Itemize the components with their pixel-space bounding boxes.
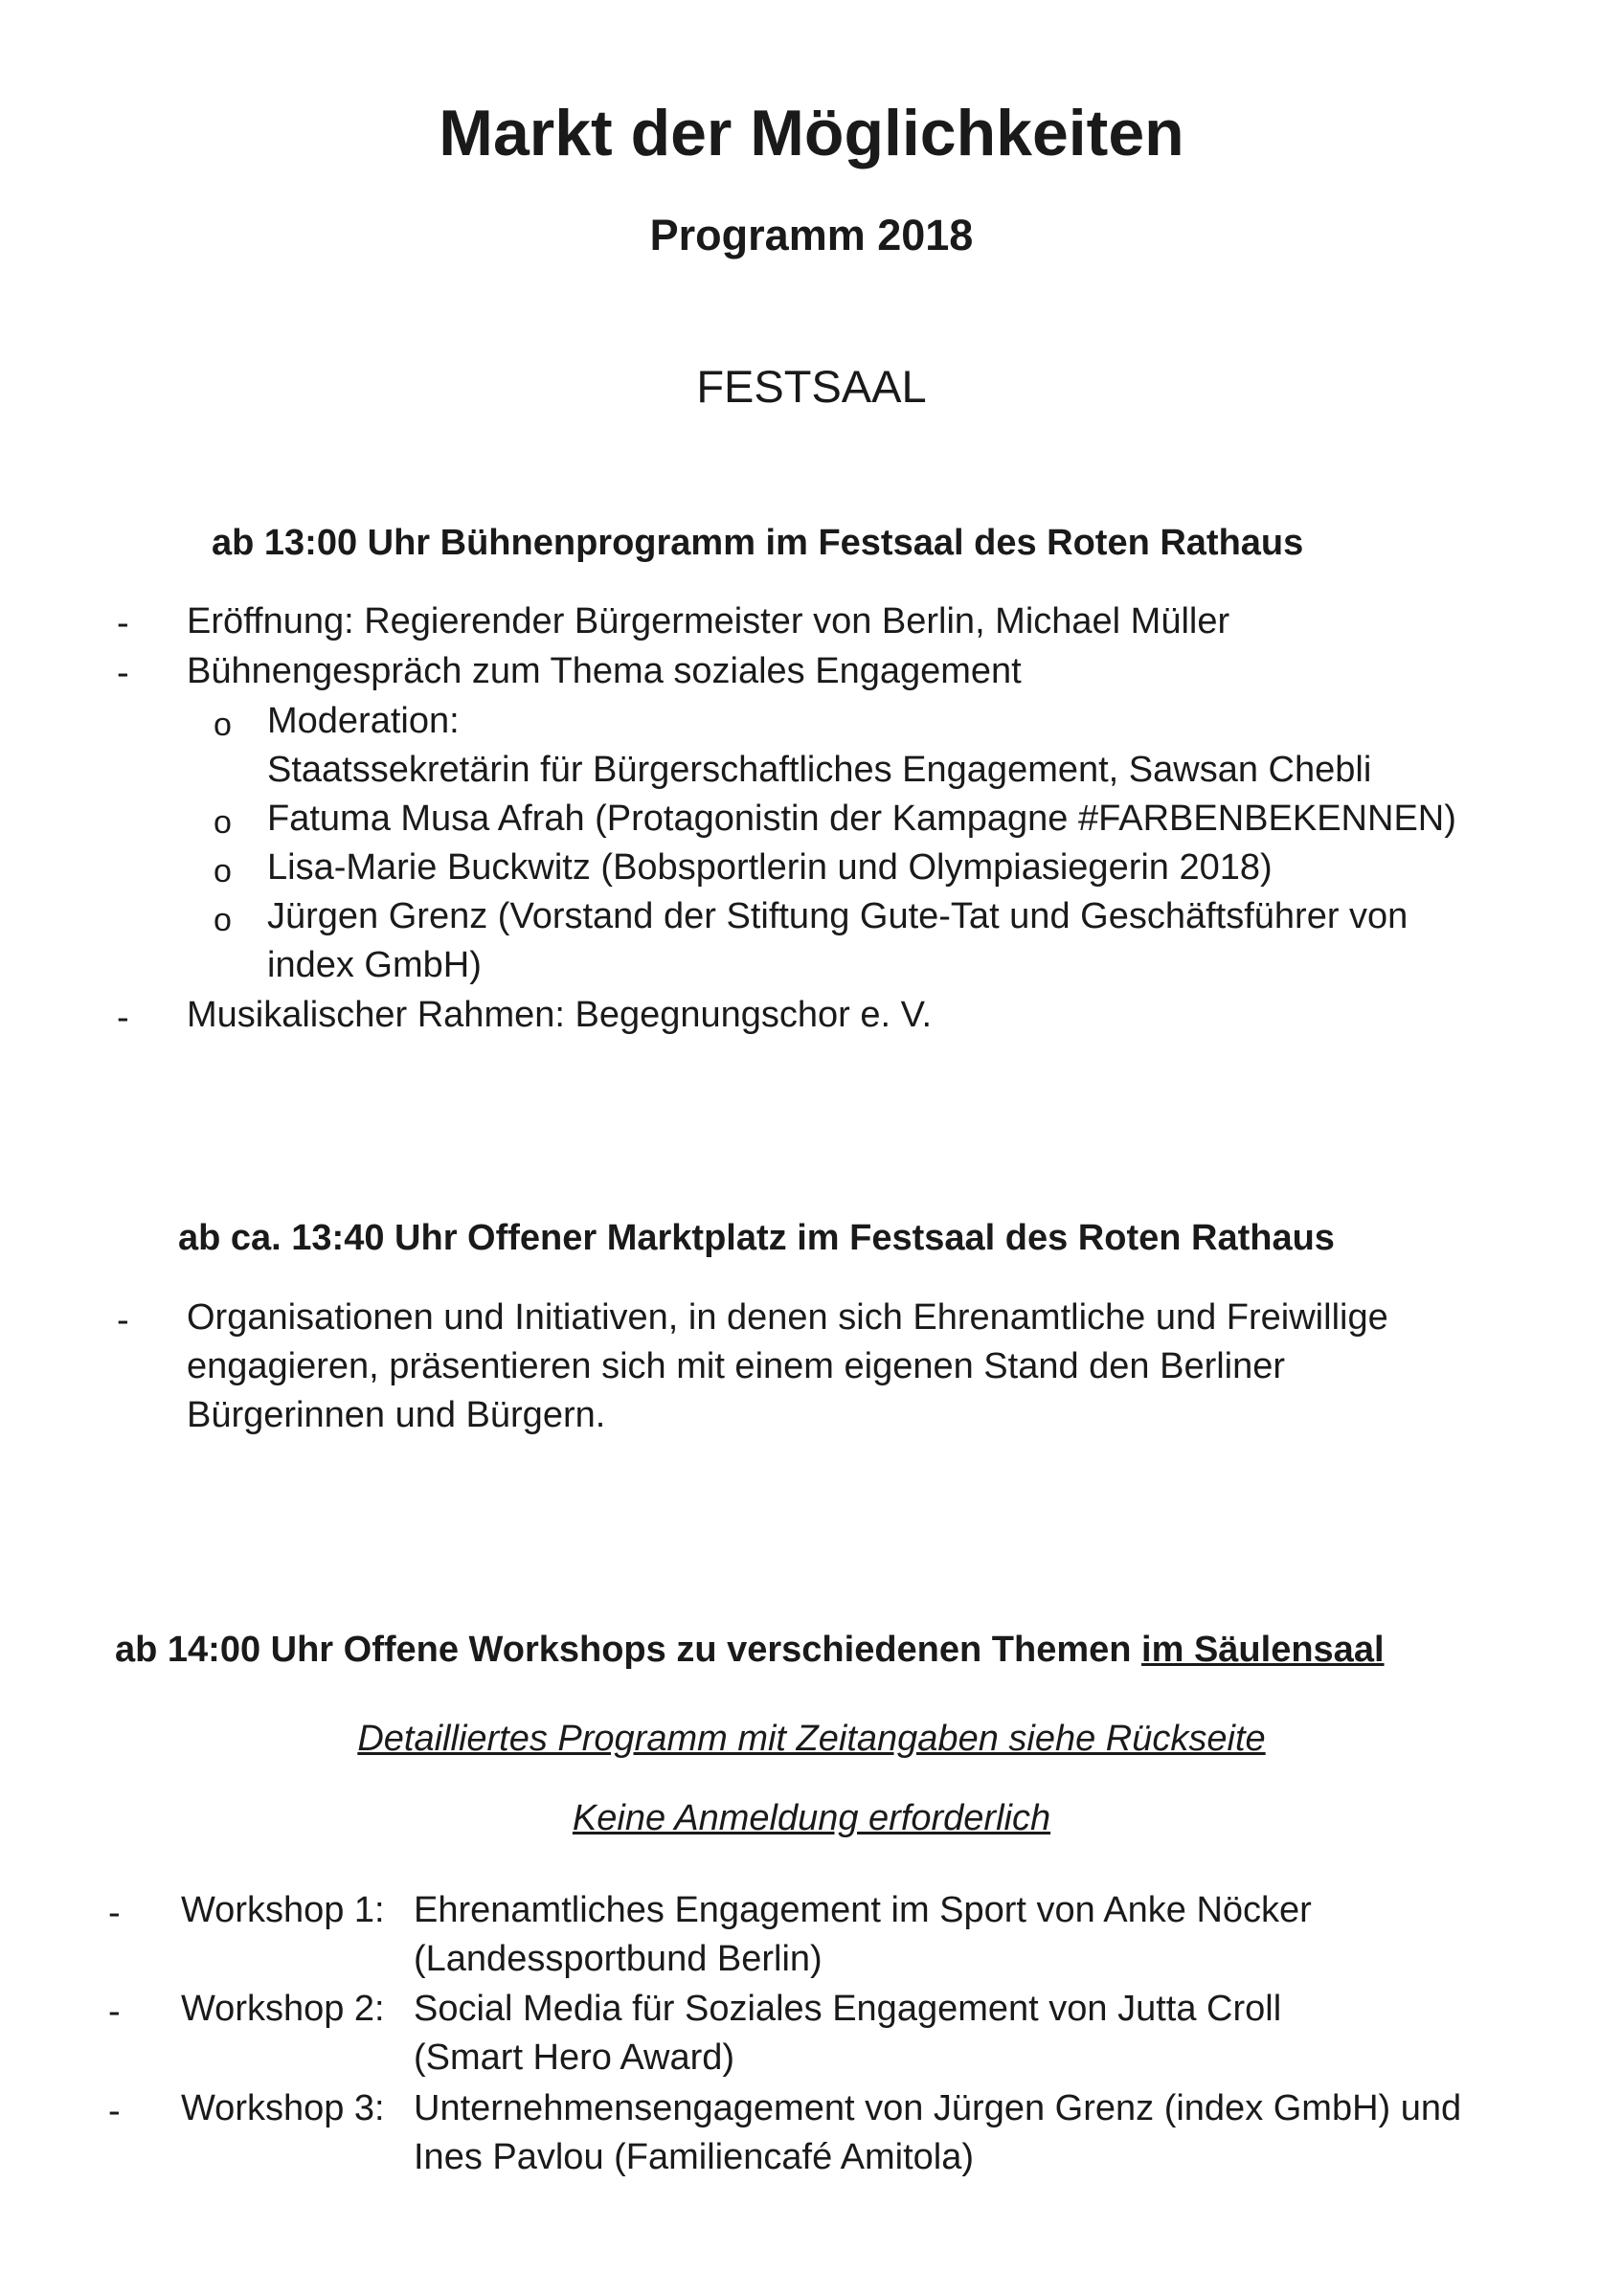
sub-item-grenz-cont: index GmbH): [267, 945, 482, 985]
workshop-1-title: Ehrenamtliches Engagement im Sport von Anke Nöcker: [414, 1890, 1312, 1930]
bullet-circle: o: [214, 804, 232, 841]
workshops-heading-place: im Säulensaal: [1141, 1630, 1385, 1670]
workshop-3-title: Unternehmensengagement von Jürgen Grenz (index GmbH) und: [414, 2088, 1462, 2128]
sub-item-moderation: Moderation:: [267, 701, 460, 741]
sub-item-grenz: Jürgen Grenz (Vorstand der Stiftung Gute-Tat und Geschäftsführer von: [267, 896, 1409, 936]
bullet-dash: -: [117, 998, 129, 1038]
list-item-buehnengespraech: Bühnengespräch zum Thema soziales Engagement: [187, 651, 1022, 691]
page-title: Markt der Möglichkeiten: [439, 97, 1184, 169]
sub-item-moderation-detail: Staatssekretärin für Bürgerschaftliches Engagement, Sawsan Chebli: [267, 750, 1372, 790]
list-item-musik: Musikalischer Rahmen: Begegnungschor e. V.: [187, 995, 933, 1035]
marktplatz-text-line-3: Bürgerinnen und Bürgern.: [187, 1395, 606, 1435]
workshop-3-org: Ines Pavlou (Familiencafé Amitola): [414, 2137, 975, 2177]
section-heading-workshops: [115, 1630, 1385, 1671]
list-item-eroeffnung: Eröffnung: Regierender Bürgermeister von Berlin, Michael Müller: [187, 601, 1230, 642]
sub-item-afrah: Fatuma Musa Afrah (Protagonistin der Kampagne #FARBENBEKENNEN): [267, 799, 1456, 839]
sub-item-buckwitz: Lisa-Marie Buckwitz (Bobsportlerin und Olympiasiegerin 2018): [267, 847, 1273, 888]
workshop-3-label: Workshop 3:: [181, 2088, 385, 2128]
bullet-circle: o: [214, 902, 232, 938]
workshop-2-title: Social Media für Soziales Engagement von Jutta Croll: [414, 1989, 1282, 2029]
page-subtitle: Programm 2018: [649, 211, 974, 259]
bullet-dash: -: [108, 1893, 121, 1933]
section-heading-buehnenprogramm: ab 13:00 Uhr Bühnenprogramm im Festsaal des Roten Rathaus: [212, 523, 1304, 563]
bullet-dash: -: [117, 603, 129, 643]
marktplatz-text-line-1: Organisationen und Initiativen, in denen sich Ehrenamtliche und Freiwillige: [187, 1297, 1388, 1338]
marktplatz-text-line-2: engagieren, präsentieren sich mit einem eigenen Stand den Berliner: [187, 1346, 1286, 1386]
bullet-dash: -: [117, 653, 129, 693]
bullet-circle: o: [214, 707, 232, 743]
note-keine-anmeldung: Keine Anmeldung erforderlich: [572, 1798, 1051, 1838]
bullet-dash: -: [117, 1300, 129, 1340]
bullet-circle: o: [214, 853, 232, 889]
bullet-dash: -: [108, 1992, 121, 2032]
note-detailliertes-programm: Detailliertes Programm mit Zeitangaben siehe Rückseite: [357, 1719, 1266, 1759]
workshop-1-org: (Landessportbund Berlin): [414, 1939, 823, 1979]
workshop-1-label: Workshop 1:: [181, 1890, 385, 1930]
workshop-2-label: Workshop 2:: [181, 1989, 385, 2029]
workshops-heading-text: ab 14:00 Uhr Offene Workshops zu verschiedenen Themen: [115, 1630, 1142, 1670]
workshop-2-org: (Smart Hero Award): [414, 2037, 735, 2078]
room-heading: FESTSAAL: [696, 361, 927, 412]
section-heading-marktplatz: ab ca. 13:40 Uhr Offener Marktplatz im Festsaal des Roten Rathaus: [178, 1218, 1335, 1258]
bullet-dash: -: [108, 2091, 121, 2131]
